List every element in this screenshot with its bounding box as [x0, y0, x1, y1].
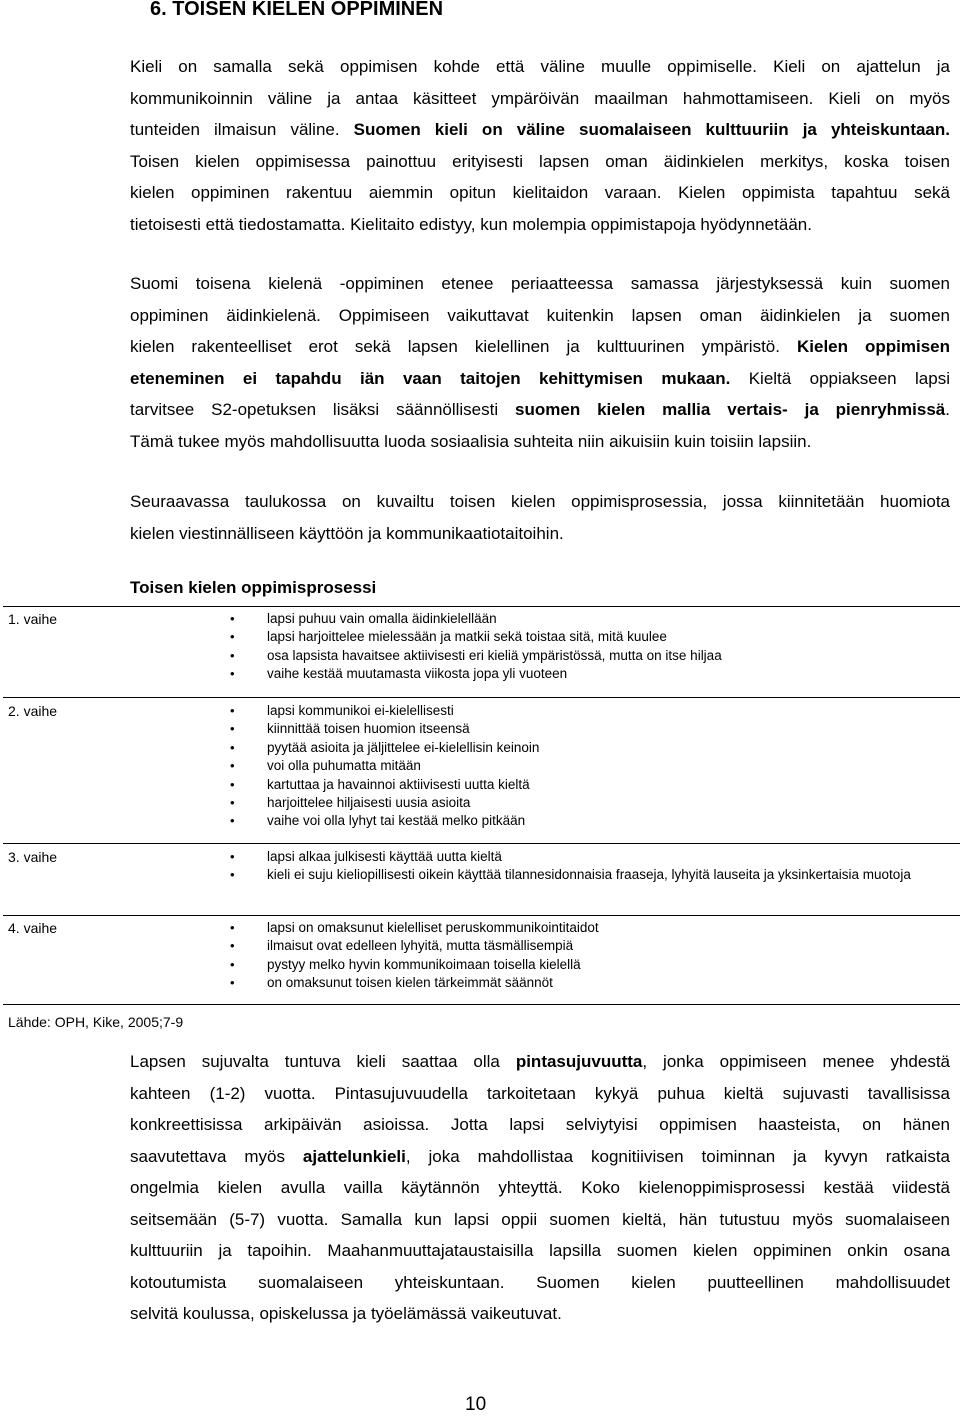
stage-item-text: kieli ei suju kieliopillisesti oikein käyttää tilannesidonnaisia fraaseja, lyhyitä lauseita ja yksinkertaisia muotoja — [267, 867, 911, 883]
paragraph-line — [130, 363, 950, 395]
stage-item-list — [8, 848, 947, 885]
paragraph-line — [130, 51, 950, 83]
text-run: , joka mahdollistaa kognitiivisen toiminnan ja kyvyn ratkaista — [405, 1146, 950, 1166]
text-run: Suomi toisena kielenä -oppiminen etenee periaatteessa samassa järjestyksessä kuin suomen — [130, 274, 950, 293]
stage-item — [8, 628, 947, 646]
bold-text: Kielen oppimisen — [796, 337, 950, 356]
stage-item-text: osa lapsista havaitsee aktiivisesti eri kieliä ympäristössä, mutta on itse hiljaa — [267, 647, 722, 663]
paragraph-line — [130, 426, 950, 458]
bullet-icon: • — [230, 721, 235, 737]
stage-item-text: ilmaisut ovat edelleen lyhyitä, mutta täsmällisempiä — [267, 938, 574, 954]
stage-item — [8, 702, 947, 720]
stage-item — [8, 866, 947, 884]
bullet-icon: • — [230, 849, 235, 864]
text-run: tunteiden ilmaisun väline. — [130, 120, 354, 139]
stage-item — [8, 956, 947, 974]
stage-label: 3. vaihe — [8, 849, 58, 865]
paragraph-line — [130, 177, 950, 209]
bold-text: ajattelunkieli — [302, 1146, 406, 1166]
stage-item-text: lapsi alkaa julkisesti käyttää uutta kieltä — [267, 849, 502, 864]
intro-paragraph — [130, 51, 950, 240]
bullet-icon: • — [230, 647, 235, 663]
bullet-icon: • — [230, 795, 235, 811]
text-run: kielen viestinnälliseen käyttöön ja kommunikaatiotaitoihin. — [130, 523, 564, 543]
paragraph-line — [130, 1235, 950, 1267]
paragraph-line — [130, 394, 950, 426]
text-run: oppiminen äidinkielenä. Oppimiseen vaikuttavat kuitenkin lapsen oman äidinkielen ja suomen — [130, 305, 950, 325]
bullet-icon: • — [230, 938, 235, 954]
text-run: Lapsen sujuvalta tuntuva kieli saattaa olla — [130, 1052, 516, 1071]
bold-text: pintasujuvuutta — [515, 1052, 643, 1071]
paragraph-line — [130, 146, 950, 178]
stage-label: 1. vaihe — [8, 611, 58, 627]
text-run: seitsemään (5-7) vuotta. Samalla kun lapsi oppii suomen kieltä, hän tutustuu myös suomalaiseen — [130, 1209, 950, 1229]
text-run: kommunikoinnin väline ja antaa käsitteet ympäröivän maailman hahmottamiseen. Kieli on myös — [130, 88, 950, 108]
text-run: ongelmia kielen avulla vailla käytännön yhteyttä. Koko kielenoppimisprosessi kestää viidestä — [130, 1178, 950, 1197]
paragraph-line — [130, 1298, 950, 1330]
stage-item — [8, 776, 947, 794]
text-run: . — [945, 400, 950, 419]
bold-text: Suomen kieli on väline suomalaiseen kulttuuriin ja yhteiskuntaan. — [353, 120, 950, 139]
stage-item-list — [8, 702, 947, 831]
paragraph-line — [130, 83, 950, 115]
stage-item — [8, 848, 947, 866]
stage-divider — [3, 843, 960, 844]
fourth-paragraph — [130, 1046, 950, 1330]
text-run: kahteen (1-2) vuotta. Pintasujuvuudella tarkoitetaan kykyä puhua kieltä sujuvasti tavallisissa — [130, 1083, 950, 1103]
stage-item — [8, 812, 947, 830]
stage-item — [8, 665, 947, 683]
source-citation: Lähde: OPH, Kike, 2005;7-9 — [8, 1014, 184, 1030]
second-paragraph — [130, 268, 950, 457]
stage-item — [8, 739, 947, 757]
bullet-icon: • — [230, 776, 235, 792]
stage-item-text: lapsi on omaksunut kielelliset peruskommunikointitaidot — [267, 920, 599, 935]
text-run: konkreettisissa arkipäivän asioissa. Jotta lapsi selviytyisi oppimisen haasteista, on hänen — [130, 1115, 950, 1134]
paragraph-line — [130, 331, 950, 363]
bullet-icon: • — [230, 956, 235, 972]
text-run: kulttuuriin ja tapoihin. Maahanmuuttajataustaisilla lapsilla suomen kielen oppiminen onkin osana — [130, 1241, 950, 1260]
bold-text: eteneminen ei tapahdu iän vaan taitojen kehittymisen mukaan. — [130, 368, 731, 388]
paragraph-line — [130, 114, 950, 146]
stage-divider — [3, 697, 960, 698]
stage-label: 4. vaihe — [8, 920, 58, 936]
text-run: tietoisesti että tiedostamatta. Kielitaito edistyy, kun molempia oppimistapoja hyödynnetään. — [130, 214, 812, 234]
stage-item-text: on omaksunut toisen kielen tärkeimmät säännöt — [267, 975, 553, 991]
stage-item — [8, 794, 947, 812]
table-title: Toisen kielen oppimisprosessi — [130, 578, 377, 597]
stage-item — [8, 647, 947, 665]
paragraph-line — [130, 1109, 950, 1141]
text-run: saavutettava myös — [130, 1146, 303, 1166]
text-run: kielen oppiminen rakentuu aiemmin opitun kielitaidon varaan. Kielen oppimista tapahtuu sekä — [130, 183, 950, 202]
stage-item — [8, 610, 947, 628]
stage-item-text: vaihe voi olla lyhyt tai kestää melko pitkään — [267, 813, 526, 829]
bold-text: suomen kielen mallia vertais- ja pienryhmissä — [515, 400, 946, 419]
stage-divider — [3, 1004, 960, 1005]
bullet-icon: • — [230, 611, 235, 626]
stage-item-text: kartuttaa ja havainnoi aktiivisesti uutta kieltä — [267, 776, 530, 792]
bullet-icon: • — [230, 629, 235, 645]
stage-item — [8, 720, 947, 738]
paragraph-line — [130, 1267, 950, 1299]
bullet-icon: • — [230, 739, 235, 755]
stage-divider — [3, 915, 960, 916]
stage-item-text: kiinnittää toisen huomion itseensä — [267, 721, 470, 737]
paragraph-line — [130, 300, 950, 332]
paragraph-line — [130, 1141, 950, 1173]
text-run: Tämä tukee myös mahdollisuutta luoda sosiaalisia suhteita niin aikuisiin kuin toisiin lapsiin. — [130, 431, 812, 451]
text-run: Kieltä oppiakseen lapsi — [730, 368, 950, 388]
paragraph-line — [130, 268, 950, 300]
third-paragraph — [130, 486, 950, 549]
stage-item-list — [8, 919, 947, 993]
text-run: selvitä koulussa, opiskelussa ja työelämässä vaikeutuvat. — [130, 1304, 562, 1323]
stage-item-text: lapsi kommunikoi ei-kielellisesti — [267, 703, 454, 718]
paragraph-line — [130, 1046, 950, 1078]
stage-item-text: lapsi harjoittelee mielessään ja matkii sekä toistaa sitä, mitä kuulee — [267, 629, 667, 645]
bullet-icon: • — [230, 813, 235, 829]
paragraph-line — [130, 1172, 950, 1204]
stage-item-text: harjoittelee hiljaisesti uusia asioita — [267, 795, 471, 811]
stage-item-text: pyytää asioita ja jäljittelee ei-kielellisin keinoin — [267, 739, 540, 755]
text-run: kielen rakenteelliset erot sekä lapsen kielellinen ja kulttuurinen ympäristö. — [130, 337, 797, 356]
bullet-icon: • — [230, 703, 235, 718]
text-run: Kieli on samalla sekä oppimisen kohde että väline muulle oppimiselle. Kieli on ajattelun ja — [130, 57, 950, 76]
bullet-icon: • — [230, 758, 235, 774]
paragraph-line — [130, 1204, 950, 1236]
paragraph-line — [130, 486, 950, 518]
stage-item-text: voi olla puhumatta mitään — [267, 758, 421, 774]
text-run: Seuraavassa taulukossa on kuvailtu toisen kielen oppimisprosessia, jossa kiinnitetään huomiota — [130, 492, 950, 511]
bullet-icon: • — [230, 920, 235, 935]
page-heading: 6. TOISEN KIELEN OPPIMINEN — [150, 0, 444, 20]
stage-divider — [3, 606, 960, 607]
stage-item — [8, 937, 947, 955]
text-run: Toisen kielen oppimisessa painottuu erityisesti lapsen oman äidinkielen merkitys, koska toisen — [130, 151, 950, 171]
stage-label: 2. vaihe — [8, 703, 58, 719]
paragraph-line — [130, 518, 950, 550]
stage-item — [8, 757, 947, 775]
text-run: tarvitsee S2-opetuksen lisäksi säännöllisesti — [130, 400, 516, 419]
stage-item — [8, 974, 947, 992]
stage-item-list — [8, 610, 947, 684]
bullet-icon: • — [230, 867, 235, 883]
paragraph-line — [130, 1078, 950, 1110]
text-run: kotoutumista suomalaiseen yhteiskuntaan. Suomen kielen puutteellinen mahdollisuudet — [130, 1272, 950, 1292]
stage-item-text: vaihe kestää muutamasta viikosta jopa yli vuoteen — [267, 666, 568, 682]
stage-item-text: lapsi puhuu vain omalla äidinkielellään — [267, 611, 497, 626]
stage-item — [8, 919, 947, 937]
text-run: , jonka oppimiseen menee yhdestä — [642, 1052, 950, 1071]
stage-item-text: pystyy melko hyvin kommunikoimaan toisella kielellä — [267, 956, 581, 972]
page-number: 10 — [465, 1394, 487, 1415]
bullet-icon: • — [230, 666, 235, 682]
bullet-icon: • — [230, 975, 235, 991]
paragraph-line — [130, 209, 950, 241]
